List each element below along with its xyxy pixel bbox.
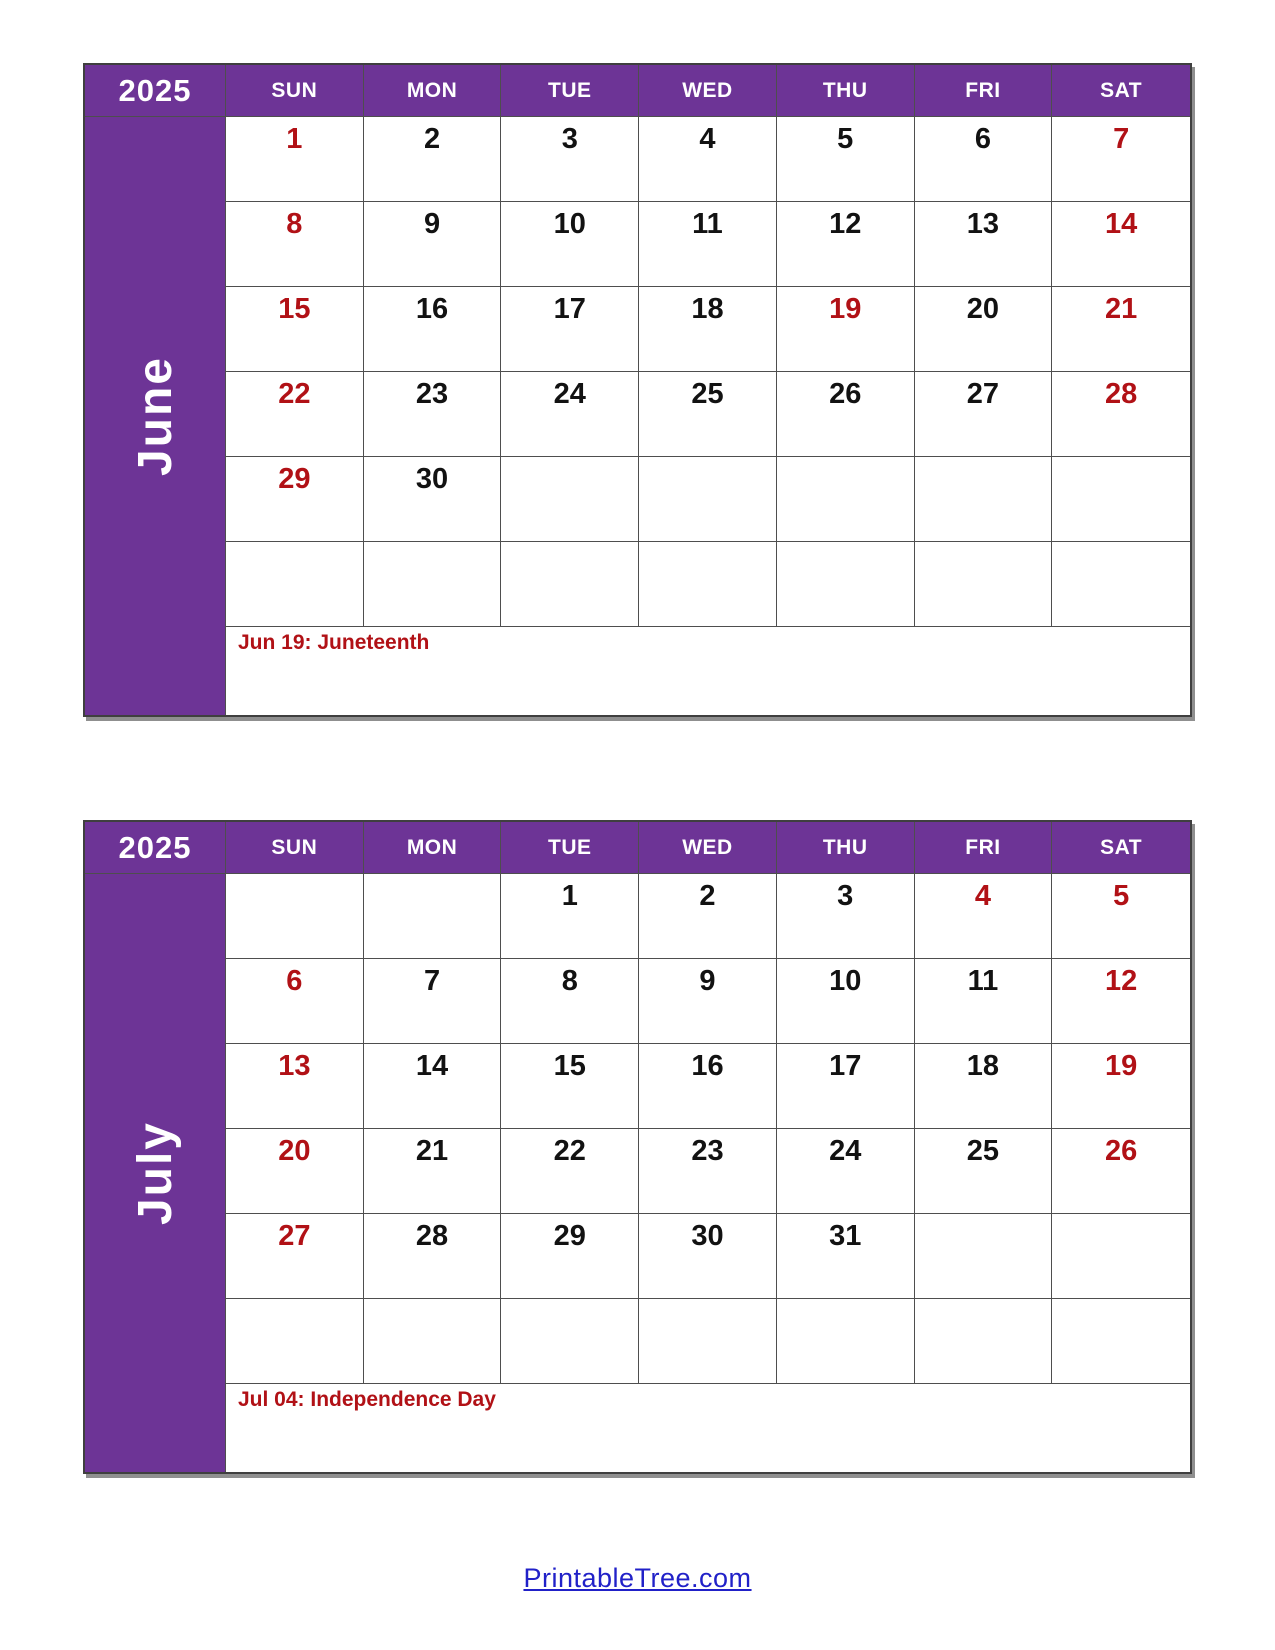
day-cell-july-23: 23 [639,1129,777,1214]
day-cell-june-24: 24 [501,372,639,457]
june-calendar [83,63,1192,717]
day-cell-june-27: 27 [915,372,1053,457]
holiday-note: Jul 04: Independence Day [226,1384,1190,1472]
empty-day-cell [915,1299,1053,1384]
day-cell-july-7: 7 [364,959,502,1044]
month-column [85,117,226,715]
day-cell-july-21: 21 [364,1129,502,1214]
day-cell-july-17: 17 [777,1044,915,1129]
day-cell-june-15: 15 [226,287,364,372]
empty-day-cell [1052,1214,1190,1299]
day-cell-july-30: 30 [639,1214,777,1299]
empty-day-cell [501,1299,639,1384]
month-name-label: July [128,1120,182,1226]
printabletree-link[interactable]: PrintableTree.com [523,1563,752,1593]
month-column [85,874,226,1472]
day-cell-july-26: 26 [1052,1129,1190,1214]
empty-day-cell [777,542,915,627]
empty-day-cell [1052,1299,1190,1384]
day-cell-june-4: 4 [639,117,777,202]
weekday-header-wed: WED [639,65,777,117]
empty-day-cell [915,1214,1053,1299]
day-cell-june-14: 14 [1052,202,1190,287]
day-cell-july-20: 20 [226,1129,364,1214]
day-cell-july-4: 4 [915,874,1053,959]
day-cell-july-29: 29 [501,1214,639,1299]
empty-day-cell [639,542,777,627]
day-cell-july-28: 28 [364,1214,502,1299]
day-cell-july-24: 24 [777,1129,915,1214]
day-cell-july-31: 31 [777,1214,915,1299]
july-calendar [83,820,1192,1474]
day-cell-july-14: 14 [364,1044,502,1129]
day-cell-july-10: 10 [777,959,915,1044]
day-cell-june-18: 18 [639,287,777,372]
empty-day-cell [777,1299,915,1384]
day-cell-july-9: 9 [639,959,777,1044]
weekday-header-fri: FRI [915,65,1053,117]
empty-day-cell [501,542,639,627]
weekday-header-wed: WED [639,822,777,874]
day-cell-june-28: 28 [1052,372,1190,457]
day-cell-june-5: 5 [777,117,915,202]
holiday-note: Jun 19: Juneteenth [226,627,1190,715]
day-cell-july-5: 5 [1052,874,1190,959]
weekday-header-mon: MON [364,822,502,874]
empty-day-cell [226,874,364,959]
empty-day-cell [226,542,364,627]
empty-day-cell [639,457,777,542]
empty-day-cell [226,1299,364,1384]
weekday-header-sat: SAT [1052,65,1190,117]
day-cell-june-3: 3 [501,117,639,202]
day-cell-june-19: 19 [777,287,915,372]
weekday-header-fri: FRI [915,822,1053,874]
empty-day-cell [501,457,639,542]
weekday-header-tue: TUE [501,65,639,117]
day-cell-june-21: 21 [1052,287,1190,372]
day-cell-july-11: 11 [915,959,1053,1044]
day-cell-july-2: 2 [639,874,777,959]
day-cell-june-23: 23 [364,372,502,457]
day-cell-july-6: 6 [226,959,364,1044]
day-cell-june-6: 6 [915,117,1053,202]
weekday-header-mon: MON [364,65,502,117]
day-cell-june-11: 11 [639,202,777,287]
footer [0,1563,1275,1594]
day-cell-june-25: 25 [639,372,777,457]
day-cell-july-8: 8 [501,959,639,1044]
day-cell-june-20: 20 [915,287,1053,372]
day-cell-july-12: 12 [1052,959,1190,1044]
empty-day-cell [915,542,1053,627]
day-cell-june-2: 2 [364,117,502,202]
empty-day-cell [364,542,502,627]
empty-day-cell [1052,457,1190,542]
day-cell-july-13: 13 [226,1044,364,1129]
day-cell-june-12: 12 [777,202,915,287]
weekday-header-thu: THU [777,822,915,874]
weekday-header-thu: THU [777,65,915,117]
empty-day-cell [1052,542,1190,627]
empty-day-cell [639,1299,777,1384]
weekday-header-sun: SUN [226,822,364,874]
day-cell-june-9: 9 [364,202,502,287]
day-cell-july-1: 1 [501,874,639,959]
day-cell-june-30: 30 [364,457,502,542]
day-cell-june-26: 26 [777,372,915,457]
day-cell-june-29: 29 [226,457,364,542]
empty-day-cell [364,874,502,959]
weekday-header-sat: SAT [1052,822,1190,874]
day-cell-july-16: 16 [639,1044,777,1129]
day-cell-june-16: 16 [364,287,502,372]
month-name-label: June [128,355,182,477]
day-cell-june-1: 1 [226,117,364,202]
day-cell-july-27: 27 [226,1214,364,1299]
day-cell-june-10: 10 [501,202,639,287]
day-cell-june-8: 8 [226,202,364,287]
year-label: 2025 [85,65,226,117]
day-cell-june-13: 13 [915,202,1053,287]
day-cell-july-18: 18 [915,1044,1053,1129]
empty-day-cell [777,457,915,542]
day-cell-july-25: 25 [915,1129,1053,1214]
day-cell-july-22: 22 [501,1129,639,1214]
empty-day-cell [915,457,1053,542]
day-cell-june-17: 17 [501,287,639,372]
empty-day-cell [364,1299,502,1384]
weekday-header-tue: TUE [501,822,639,874]
day-cell-june-22: 22 [226,372,364,457]
day-cell-june-7: 7 [1052,117,1190,202]
day-cell-july-15: 15 [501,1044,639,1129]
day-cell-july-19: 19 [1052,1044,1190,1129]
year-label: 2025 [85,822,226,874]
day-cell-july-3: 3 [777,874,915,959]
weekday-header-sun: SUN [226,65,364,117]
